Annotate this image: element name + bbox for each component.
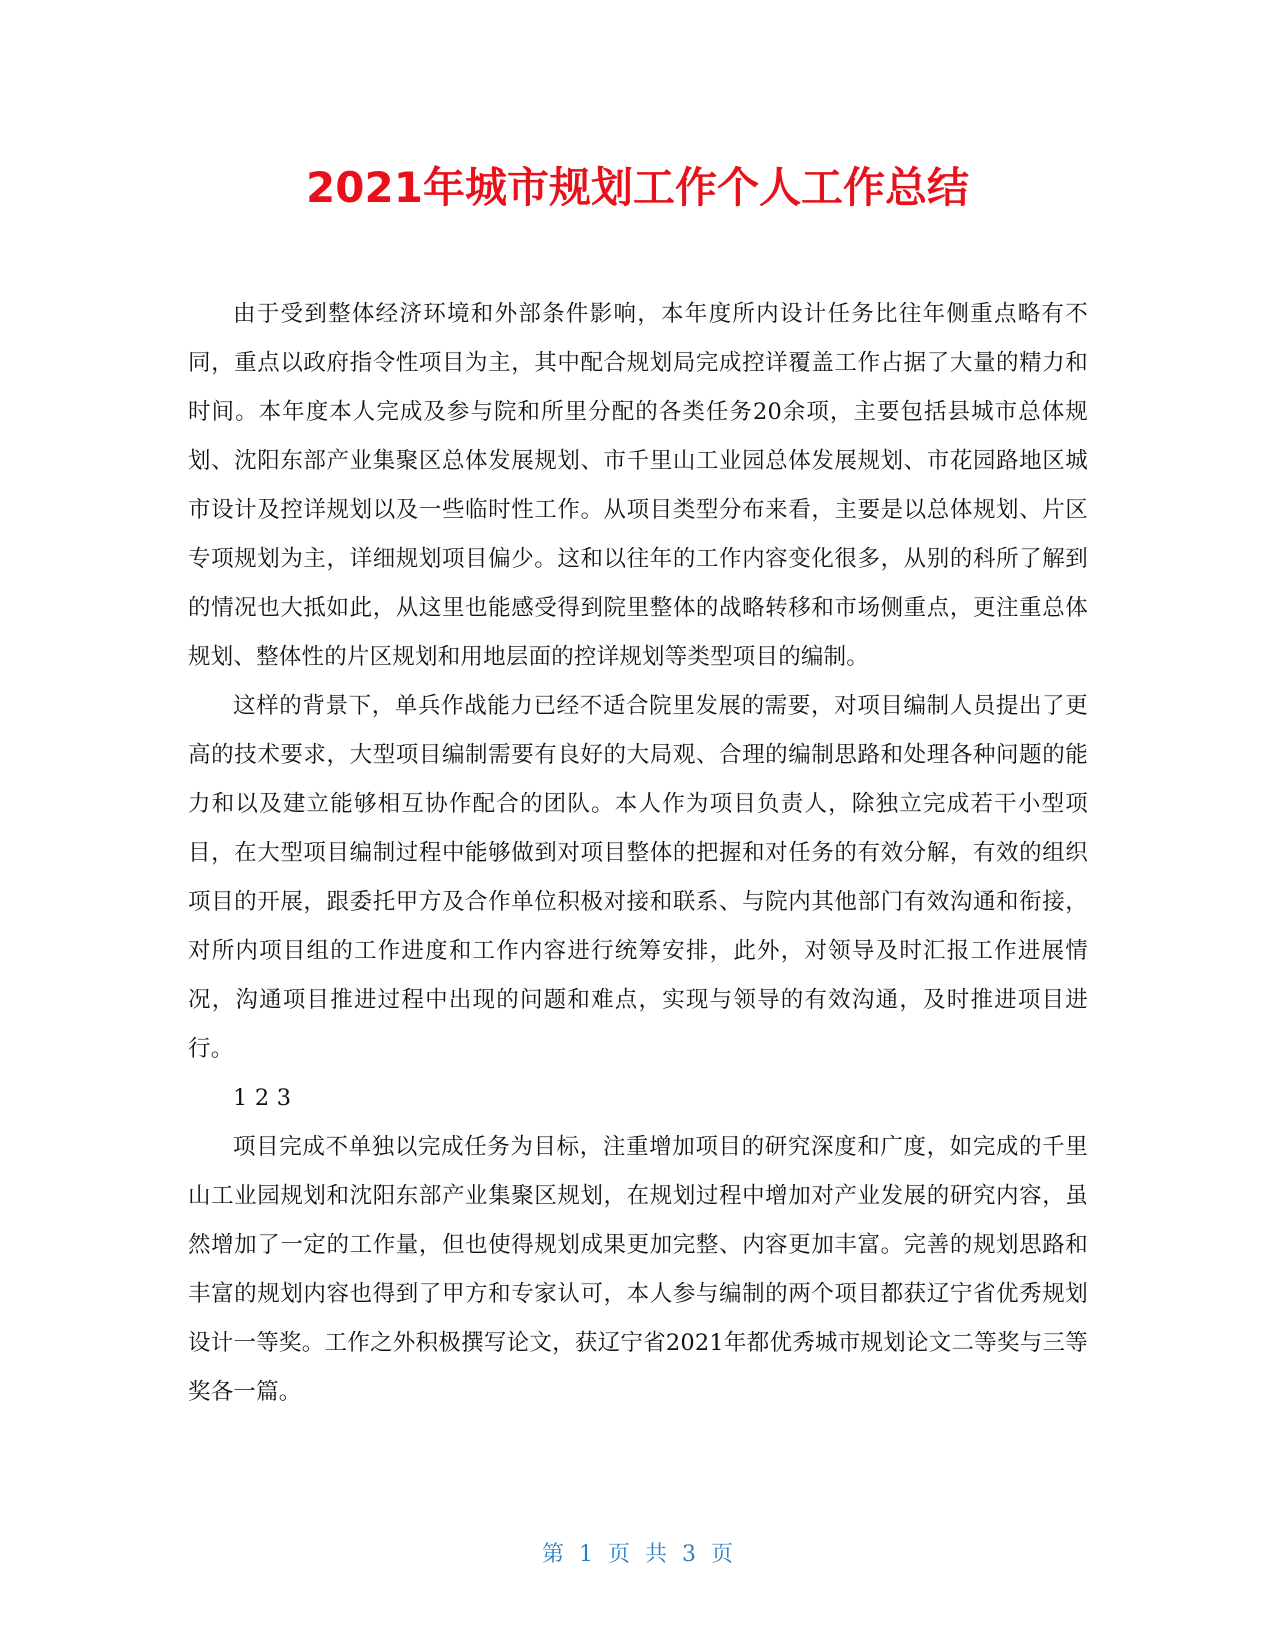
document-body: [188, 290, 1088, 1417]
paragraph-3: 1 2 3: [233, 1085, 292, 1111]
paragraph-4: 项目完成不单独以完成任务为目标，注重增加项目的研究深度和广度，如完成的千里山工业园规划和沈阳东部产业集聚区规划，在规划过程中增加对产业发展的研究内容，虽然增加了一定的工作量，但也使得规划成果更加完整、内容更加丰富。完善的规划思路和丰富的规划内容也得到了甲方和专家认可，本人参与编制的两个项目都获辽宁省优秀规划设计一等奖。工作之外积极撰写论文，获辽宁省2021年都优秀城市规划论文二等奖与三等奖各一篇。: [188, 1134, 1088, 1405]
document-title: 2021年城市规划工作个人工作总结: [306, 163, 969, 212]
paragraph-2: 这样的背景下，单兵作战能力已经不适合院里发展的需要，对项目编制人员提出了更高的技术要求，大型项目编制需要有良好的大局观、合理的编制思路和处理各种问题的能力和以及建立能够相互协作配合的团队。本人作为项目负责人，除独立完成若干小型项目，在大型项目编制过程中能够做到对项目整体的把握和对任务的有效分解，有效的组织项目的开展，跟委托甲方及合作单位积极对接和联系、与院内其他部门有效沟通和衔接，对所内项目组的工作进度和工作内容进行统筹安排，此外，对领导及时汇报工作进展情况，沟通项目推进过程中出现的问题和难点，实现与领导的有效沟通，及时推进项目进行。: [188, 693, 1088, 1062]
paragraph-1: 由于受到整体经济环境和外部条件影响，本年度所内设计任务比往年侧重点略有不同，重点以政府指令性项目为主，其中配合规划局完成控详覆盖工作占据了大量的精力和时间。本年度本人完成及参与院和所里分配的各类任务20余项，主要包括县城市总体规划、沈阳东部产业集聚区总体发展规划、市千里山工业园总体发展规划、市花园路地区城市设计及控详规划以及一些临时性工作。从项目类型分布来看，主要是以总体规划、片区专项规划为主，详细规划项目偏少。这和以往年的工作内容变化很多，从别的科所了解到的情况也大抵如此，从这里也能感受得到院里整体的战略转移和市场侧重点，更注重总体规划、整体性的片区规划和用地层面的控详规划等类型项目的编制。: [188, 301, 1088, 670]
page-number-footer: 第 1 页 共 3 页: [542, 1542, 733, 1567]
